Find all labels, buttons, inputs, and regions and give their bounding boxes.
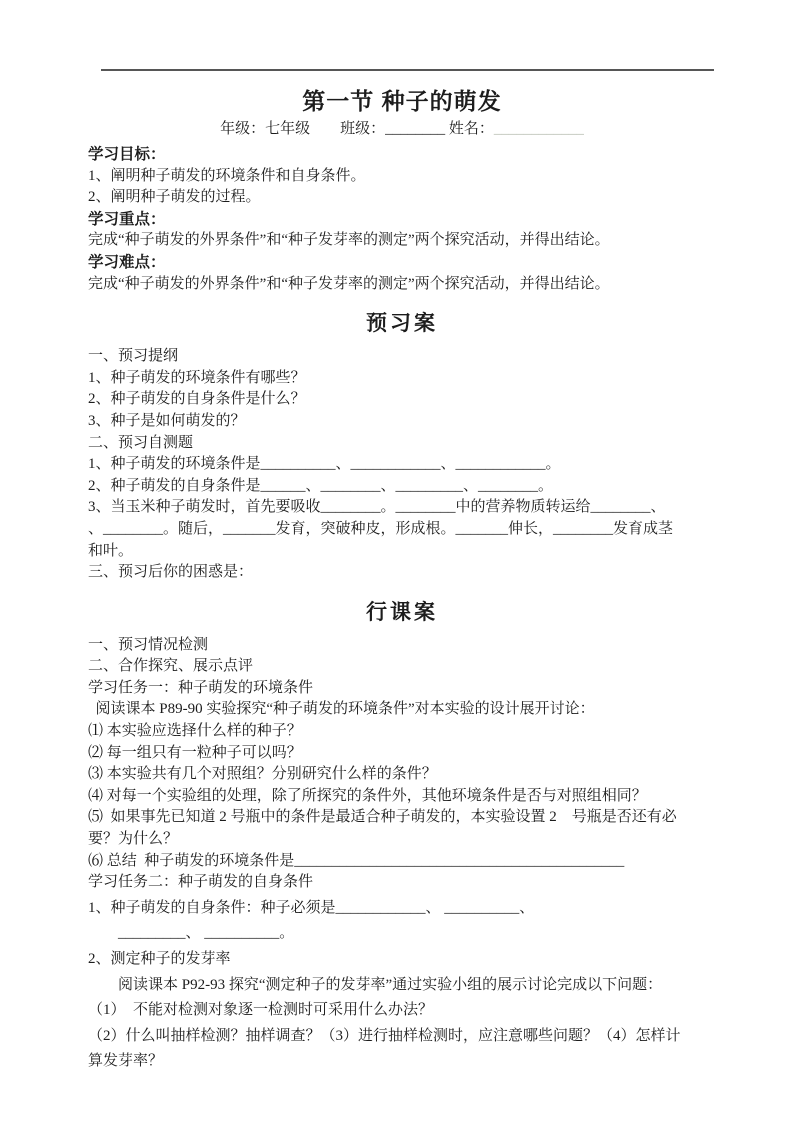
class-label: 班级： — [340, 121, 386, 137]
lesson-question: （2）什么叫抽样检测？抽样调查？（3）进行抽样检测时，应注意哪些问题？（4）怎样计 — [88, 1027, 681, 1044]
preview-fill-blank-line: 、________。随后，_______发育，突破种皮，形成根。_______伸长，________发育成茎 — [88, 520, 674, 537]
lesson-line: 一、预习情况检测 — [88, 636, 209, 653]
name-blank: ____________ — [493, 121, 584, 137]
lesson-question: 算发芽率？ — [88, 1053, 164, 1070]
top-rule — [101, 69, 714, 71]
lesson-question: （1） 不能对检测对象逐一检测时可采用什么办法？ — [88, 1002, 434, 1019]
lesson-question: ⑷ 对每一个实验组的处理，除了所探究的条件外，其他环境条件是否与对照组相同？ — [88, 787, 647, 804]
lesson-line: 阅读课本 P89-90 实验探究“种子萌发的环境条件”对本实验的设计展开讨论： — [88, 701, 595, 718]
lesson-question: ⑸ 如果事先已知道 2 号瓶中的条件是最适合种子萌发的，本实验设置 2 号瓶是否还有必 — [88, 809, 677, 826]
lesson-question: ⑶ 本实验共有几个对照组？分别研究什么样的条件？ — [88, 766, 437, 783]
preview-fill-blank-line: 2、种子萌发的自身条件是______、________、_________、________。 — [88, 477, 554, 494]
difficulty-text: 完成“种子萌发的外界条件”和“种子发芽率的测定”两个探究活动，并得出结论。 — [88, 275, 610, 292]
lesson-task-heading: 学习任务一：种子萌发的环境条件 — [88, 679, 314, 696]
preview-fill-blank-line: 1、种子萌发的环境条件是__________、____________、____________。 — [88, 456, 561, 473]
lesson-line: 二、合作探究、展示点评 — [88, 658, 254, 675]
lesson-fill-blank-line: 1、种子萌发的自身条件：种子必须是____________、 __________、 — [88, 899, 535, 916]
preview-fill-blank-line: 3、当玉米种子萌发时，首先要吸收________。________中的营养物质转运给________、 — [88, 499, 666, 516]
difficulty-heading: 学习难点： — [88, 253, 166, 271]
preview-line: 三、预习后你的困惑是： — [88, 564, 254, 581]
lesson-fill-blank-line: _________、 __________。 — [88, 925, 295, 942]
objectives-heading: 学习目标： — [88, 146, 166, 163]
preview-line: 1、种子萌发的环境条件有哪些？ — [88, 369, 306, 386]
preview-section-heading: 预习案 — [366, 312, 438, 336]
class-blank: ________ — [385, 121, 446, 137]
objective-item: 1、阐明种子萌发的环境条件和自身条件。 — [88, 167, 366, 184]
lesson-question: ⑴ 本实验应选择什么样的种子？ — [88, 723, 302, 740]
lesson-line: 阅读课本 P92-93 探究“测定种子的发芽率”通过实验小组的展示讨论完成以下问题： — [88, 976, 663, 993]
lesson-section-heading: 行课案 — [366, 600, 438, 624]
lesson-line: 2、测定种子的发芽率 — [88, 951, 231, 967]
preview-line: 2、种子萌发的自身条件是什么？ — [88, 391, 306, 408]
focus-heading: 学习重点： — [88, 210, 166, 228]
focus-text: 完成“种子萌发的外界条件”和“种子发芽率的测定”两个探究活动，并得出结论。 — [88, 232, 610, 249]
grade-label: 年级：七年级 — [220, 121, 311, 137]
student-info-line — [88, 118, 716, 140]
preview-fill-blank-line: 和叶。 — [88, 542, 134, 559]
preview-line: 一、预习提纲 — [88, 348, 179, 365]
lesson-fill-blank-line: ⑹ 总结 种子萌发的环境条件是____________________________________________ — [88, 852, 625, 869]
lesson-task-heading: 学习任务二：种子萌发的自身条件 — [88, 874, 314, 891]
page-title: 第一节 种子的萌发 — [302, 88, 502, 114]
name-label: 姓名： — [445, 121, 494, 137]
lesson-question: ⑵ 每一组只有一粒种子可以吗？ — [88, 744, 302, 761]
preview-line: 3、种子是如何萌发的？ — [88, 412, 246, 429]
preview-line: 二、预习自测题 — [88, 434, 194, 451]
lesson-question: 要？为什么？ — [88, 831, 179, 848]
objective-item: 2、阐明种子萌发的过程。 — [88, 189, 261, 206]
